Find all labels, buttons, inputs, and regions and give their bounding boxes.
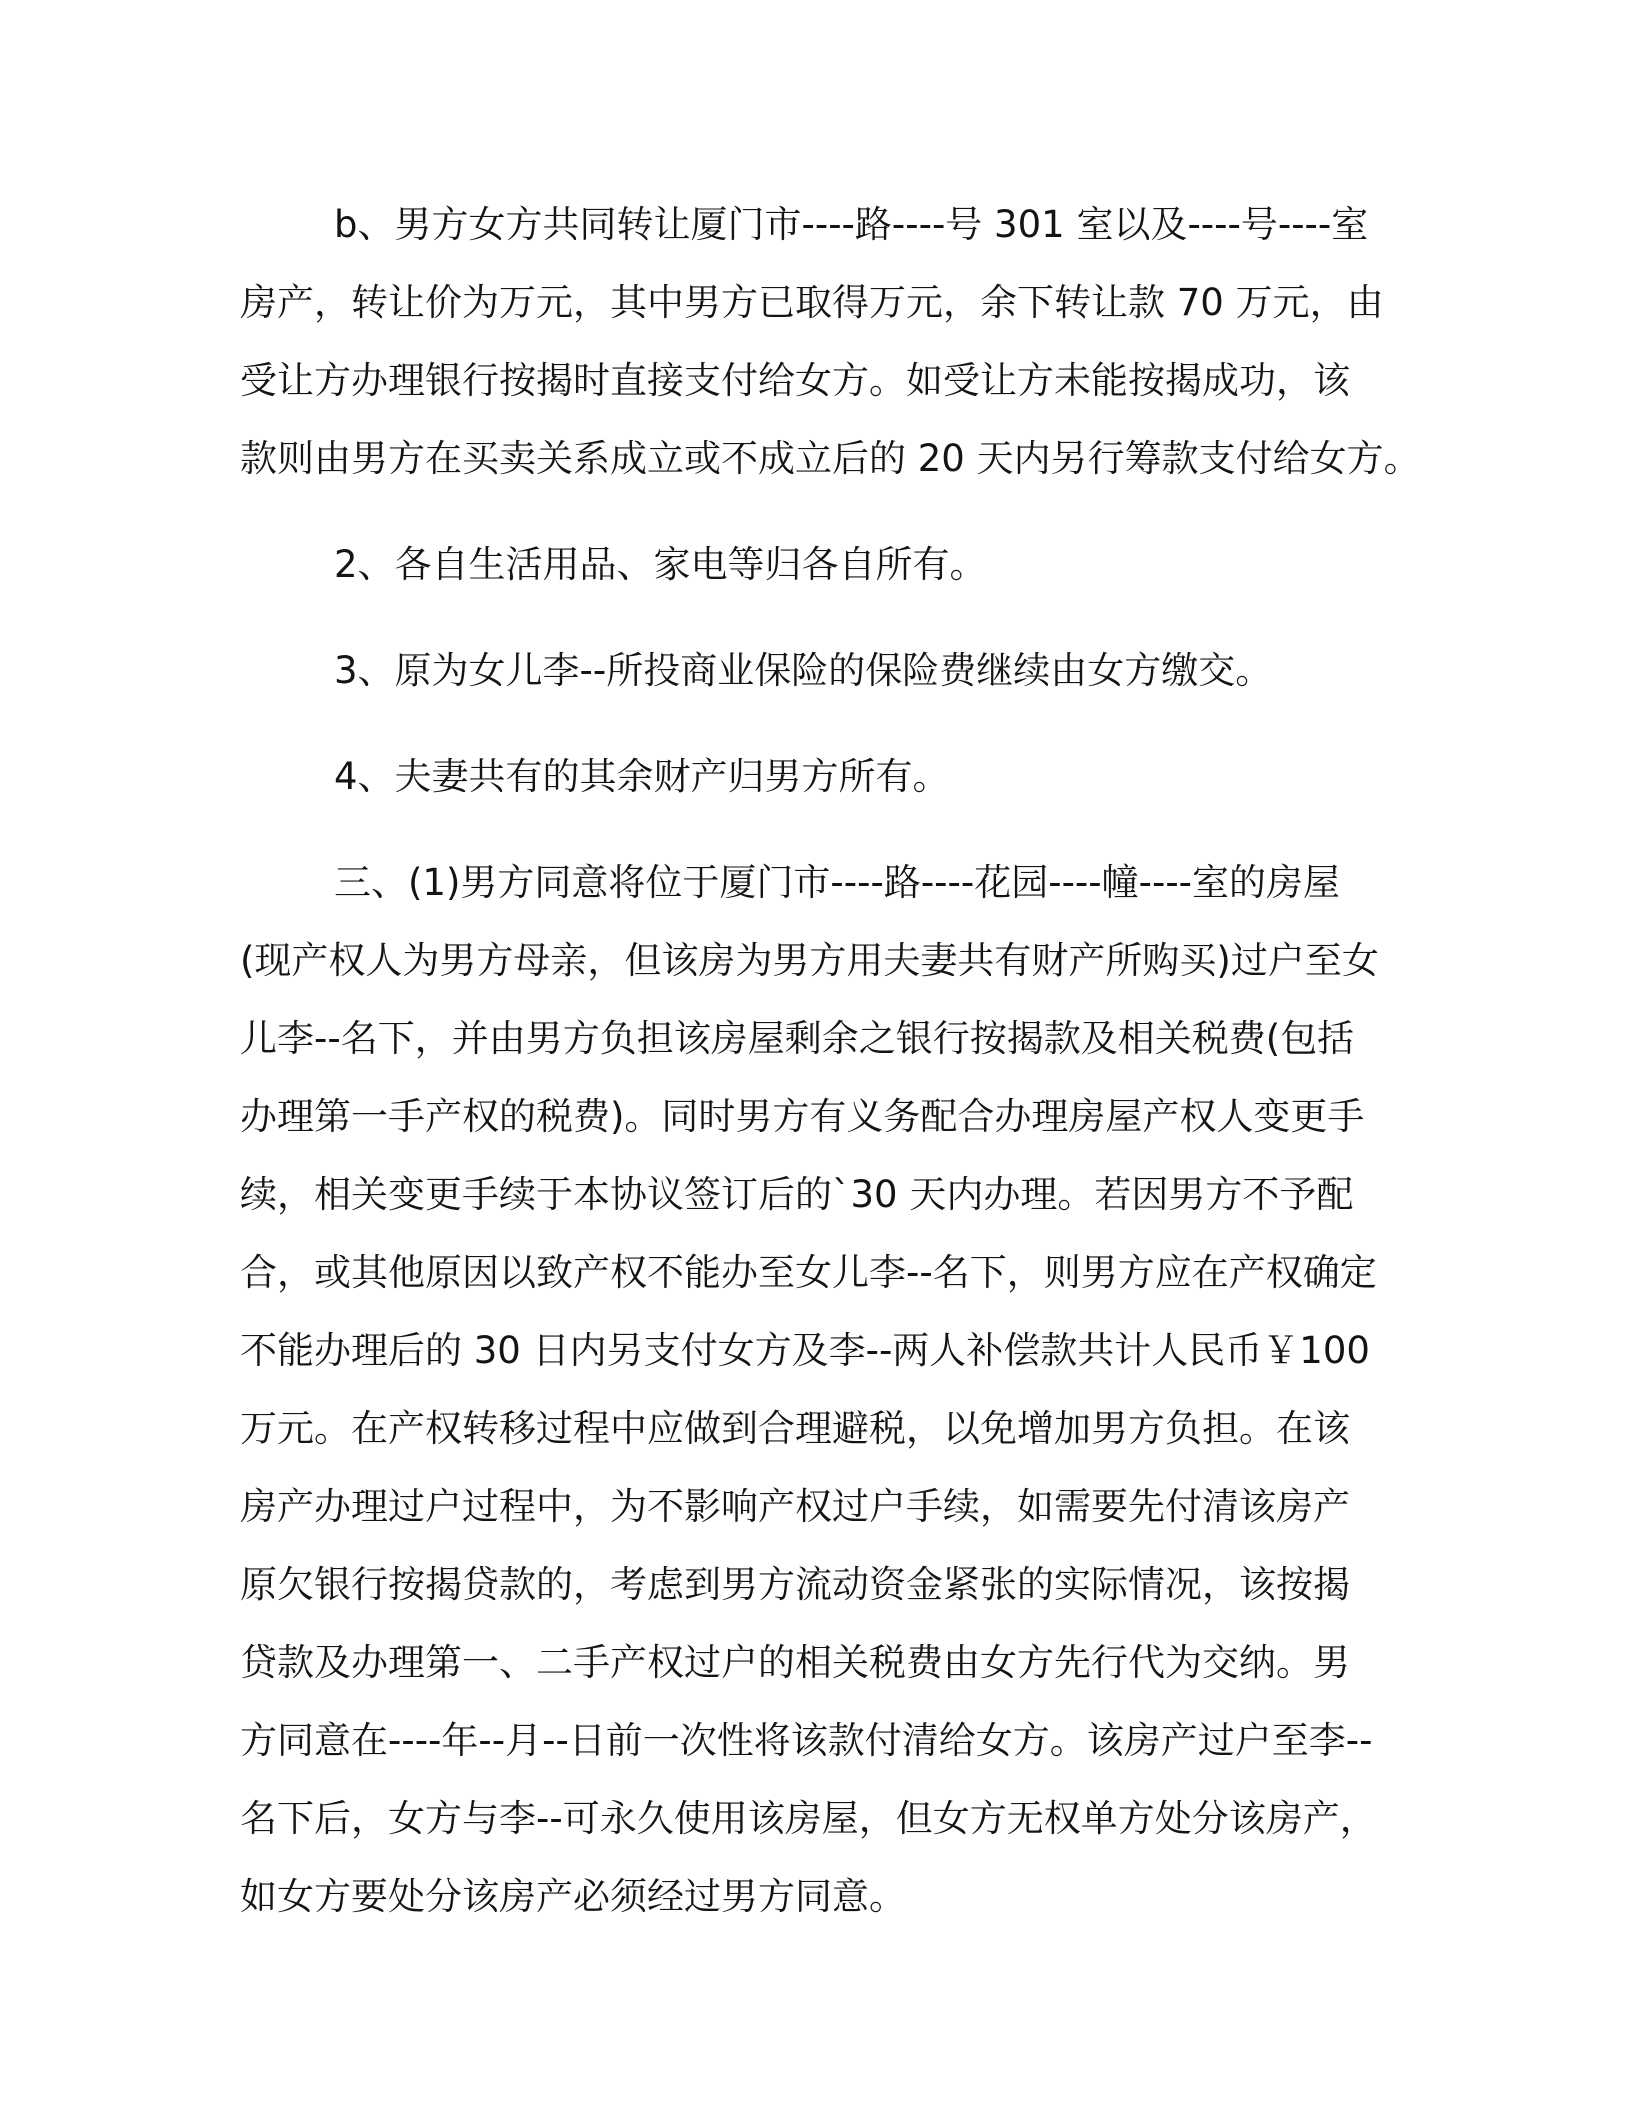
document-body bbox=[240, 186, 1421, 1964]
paragraph-b-property-transfer bbox=[240, 186, 1421, 498]
text-line: 受让方办理银行按揭时直接支付给女方。如受让方未能按揭成功，该 bbox=[240, 359, 1350, 402]
text-line: 贷款及办理第一、二手产权过户的相关税费由女方先行代为交纳。男 bbox=[240, 1641, 1350, 1684]
text-line: 房产办理过户过程中，为不影响产权过户手续，如需要先付清该房产 bbox=[240, 1485, 1350, 1528]
text-line: 款则由男方在买卖关系成立或不成立后的 20 天内另行筹款支付给女方。 bbox=[240, 437, 1421, 480]
text-line: 2、各自生活用品、家电等归各自所有。 bbox=[334, 543, 987, 586]
text-line: b、男方女方共同转让厦门市----路----号 301 室以及----号----室 bbox=[334, 203, 1369, 246]
text-line: 不能办理后的 30 日内另支付女方及李--两人补偿款共计人民币￥100 bbox=[240, 1329, 1370, 1372]
text-line: 儿李--名下，并由男方负担该房屋剩余之银行按揭款及相关税费(包括 bbox=[240, 1017, 1355, 1060]
text-line: 方同意在----年--月--日前一次性将该款付清给女方。该房产过户至李-- bbox=[240, 1719, 1373, 1762]
text-line: 合，或其他原因以致产权不能办至女儿李--名下，则男方应在产权确定 bbox=[240, 1251, 1377, 1294]
paragraph-3-1-house-transfer bbox=[240, 844, 1400, 1936]
text-line: 续，相关变更手续于本协议签订后的`30 天内办理。若因男方不予配 bbox=[240, 1173, 1354, 1216]
text-line: 房产，转让价为万元，其中男方已取得万元，余下转让款 70 万元，由 bbox=[240, 281, 1384, 324]
text-line: 万元。在产权转移过程中应做到合理避税，以免增加男方负担。在该 bbox=[240, 1407, 1350, 1450]
paragraph-3-insurance bbox=[240, 632, 1400, 710]
text-line: 如女方要处分该房产必须经过男方同意。 bbox=[240, 1875, 906, 1918]
text-line: 4、夫妻共有的其余财产归男方所有。 bbox=[334, 755, 950, 798]
text-line: (现产权人为男方母亲，但该房为男方用夫妻共有财产所购买)过户至女 bbox=[240, 939, 1379, 982]
paragraph-4-remaining-assets bbox=[240, 738, 1400, 816]
paragraph-2-personal-items bbox=[240, 526, 1400, 604]
text-line: 原欠银行按揭贷款的，考虑到男方流动资金紧张的实际情况，该按揭 bbox=[240, 1563, 1350, 1606]
text-line: 名下后，女方与李--可永久使用该房屋，但女方无权单方处分该房产， bbox=[240, 1797, 1377, 1840]
text-line: 办理第一手产权的税费)。同时男方有义务配合办理房屋产权人变更手 bbox=[240, 1095, 1365, 1138]
text-line: 三、(1)男方同意将位于厦门市----路----花园----幢----室的房屋 bbox=[334, 861, 1341, 904]
text-line: 3、原为女儿李--所投商业保险的保险费继续由女方缴交。 bbox=[334, 649, 1273, 692]
